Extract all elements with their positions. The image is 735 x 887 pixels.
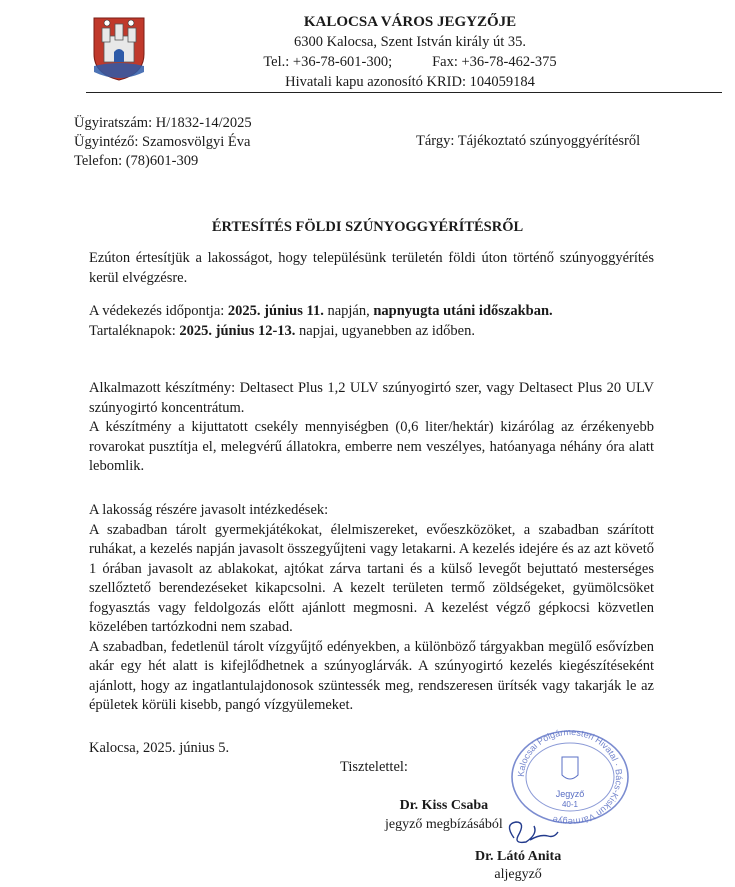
measures-paragraph-2: A szabadban, fedetlenül tárolt vízgyűjtő edényekben, a különböző tárgyakban megülő esővízben akár egy hét alatt is kifejlődhetnek a szúnyoglárvák. A szúnyogirtó kezelés kiegészítéseként ajánlott, hogy az ingatlantulajdonosok szüntessék meg, rendszeresen ürítsék vagy takarják le az épületek körüli kisebb, pangó vízgyülemeket. [89,638,654,713]
case-handler: Ügyintéző: Szamosvölgyi Éva [74,134,251,150]
document-title: ÉRTESÍTÉS FÖLDI SZÚNYOGGYÉRÍTÉSRŐL [211,219,524,235]
date-value: 2025. június 11. [227,303,324,319]
signer2-role: aljegyző [494,867,542,882]
stamp-center-text: Jegyző [555,789,585,799]
intro-paragraph [89,249,654,288]
product-block [89,379,654,477]
date-prefix: A védekezés időpontja: [89,303,228,319]
handwritten-signature-icon [496,814,566,850]
product-name: Alkalmazott készítmény: Deltasect Plus 1,2 ULV szúnyogirtó szer, vagy Deltasect Plus 20 ULV szúnyogirtó koncentrátum. [89,380,654,416]
signature-block-aljegyzo [475,848,561,884]
handler-phone: Telefon: (78)601-309 [74,153,199,169]
letterhead [200,12,620,92]
reserve-dates [89,322,654,342]
signer1-role: jegyző megbízásából [385,817,503,832]
stamp-number: 40-1 [561,800,579,809]
header-divider [86,92,722,93]
date-mid: napján, [323,303,374,319]
office-fax: Fax: +36-78-462-375 [432,54,557,70]
reserve-suffix: napjai, ugyanebben az időben. [295,322,475,339]
date-time: napnyugta utáni időszakban. [373,303,553,319]
stamp-ring-text: Kalocsai Polgármesteri Hivatal · Bács-Kiskun Vármegye [515,727,625,827]
subject-line: Tárgy: Tájékoztató szúnyoggyérítésről [416,133,641,149]
product-safety: A készítmény a kijuttatott csekély mennyiségben (0,6 liter/hektár) kizárólag az érzékenyebb rovarokat pusztítja el, melegvérű állatokra, emberre nem veszélyes, hatóanyaga néhány óra alatt lebomlik. [89,419,654,474]
signer2-name: Dr. Látó Anita [475,849,562,864]
treatment-date [89,302,654,322]
official-stamp-icon [504,727,636,827]
file-number: Ügyiratszám: H/1832-14/2025 [74,115,252,131]
office-krid: Hivatali kapu azonosító KRID: 104059184 [285,74,535,90]
reserve-prefix: Tartaléknapok: [89,322,180,339]
measures-heading: A lakosság részére javasolt intézkedések: [89,502,329,518]
measures-paragraph-1: A szabadban tárolt gyermekjátékokat, élelmiszereket, evőeszközöket, a szabadban szárított ruhákat, a kezelés napján javasolt összegyűjteni vagy letakarni. A kezelés idejére és az azt követő 1 órában javasolt az ablakokat, ajtókat zárva tartani és a külső levegőt bejuttató mesterséges szellőztető berendezéseket kikapcsolni. A kezelt területen termő zöldségeket, gyümölcsöket fogyasztás vagy feldolgozás előtt ajánlott megmosni. A kezelést végző gépkocsi közvetlen közelében tartózkodni nem szabad. [89,521,654,635]
contact-row [200,52,620,72]
signer1-name: Dr. Kiss Csaba [399,798,489,813]
signature-block-jegyzo [385,796,503,834]
greeting: Tisztelettel: [340,759,408,775]
reserve-value: 2025. június 12-13. [179,322,296,339]
office-phone: Tel.: +36-78-601-300; [263,54,393,70]
file-metadata [74,114,252,171]
city-coat-of-arms-icon [90,14,148,82]
intro-text: Ezúton értesítjük a lakosságot, hogy településünk területén földi úton történő szúnyoggyérítés kerül elvégzésre. [89,250,654,286]
place-date: Kalocsa, 2025. június 5. [89,740,230,756]
measures-block [89,501,654,716]
office-address: 6300 Kalocsa, Szent István király út 35. [294,34,526,50]
dates-block [89,302,654,341]
office-title: KALOCSA VÁROS JEGYZŐJE [303,14,517,30]
